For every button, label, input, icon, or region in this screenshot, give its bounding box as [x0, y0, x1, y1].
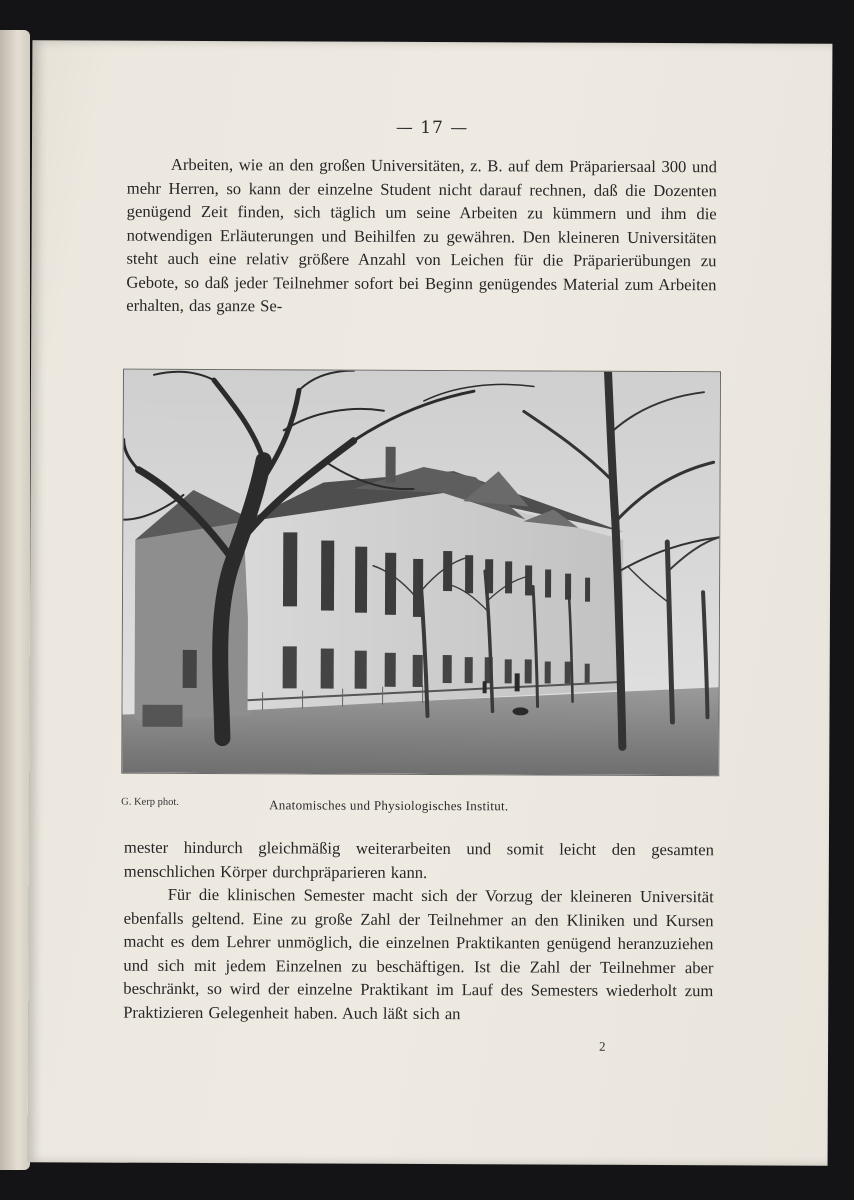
photo-credit: G. Kerp phot. — [121, 796, 179, 808]
book-page — [28, 40, 833, 1165]
page-number-header: — 17 — — [395, 117, 469, 139]
paragraph-continued: mester hindurch gleichmäßig weiterarbeiten und somit leicht den gesamten menschlichen Körper durchpräparieren kann. — [123, 837, 714, 882]
sheet-signature: 2 — [599, 1038, 606, 1054]
paragraph-top: Arbeiten, wie an den großen Universitäten, z. B. auf dem Präpariersaal 300 und mehr Herren, so kann der einzelne Student nicht darauf rechnen, daß die Dozenten genügend Zeit finden, sich täglich um seine Arbeiten zu kümmern und ihm die notwendigen Erläuterungen und Beihilfen zu gewähren. Den kleineren Universitäten steht auch eine relativ größere Anzahl von Leichen für die Präparierübungen zu Gebote, so daß jeder Teilnehmer sofort bei Beginn genügendes Material zum Arbeiten erhalten, das ganze Se- — [126, 154, 717, 316]
institute-photograph — [121, 369, 721, 777]
paragraph-clinic: Für die klinischen Semester macht sich der Vorzug der kleineren Universität ebenfalls geltend. Eine zu große Zahl der Teilnehmer an den Kliniken und Kursen macht es dem Lehrer unmöglich, die einzelnen Praktikanten genügend heranzuziehen und sich mit jedem Einzelnen zu beschäftigen. Ist die Zahl der Teilnehmer aber beschränkt, so wird der einzelne Praktikant im Lauf des Semesters wiederholt zum Praktizieren Gelegenheit haben. Auch läßt sich an — [123, 884, 714, 1023]
photo-caption: Anatomisches und Physiologisches Institut. — [269, 797, 509, 814]
left-page-edge — [0, 30, 30, 1170]
